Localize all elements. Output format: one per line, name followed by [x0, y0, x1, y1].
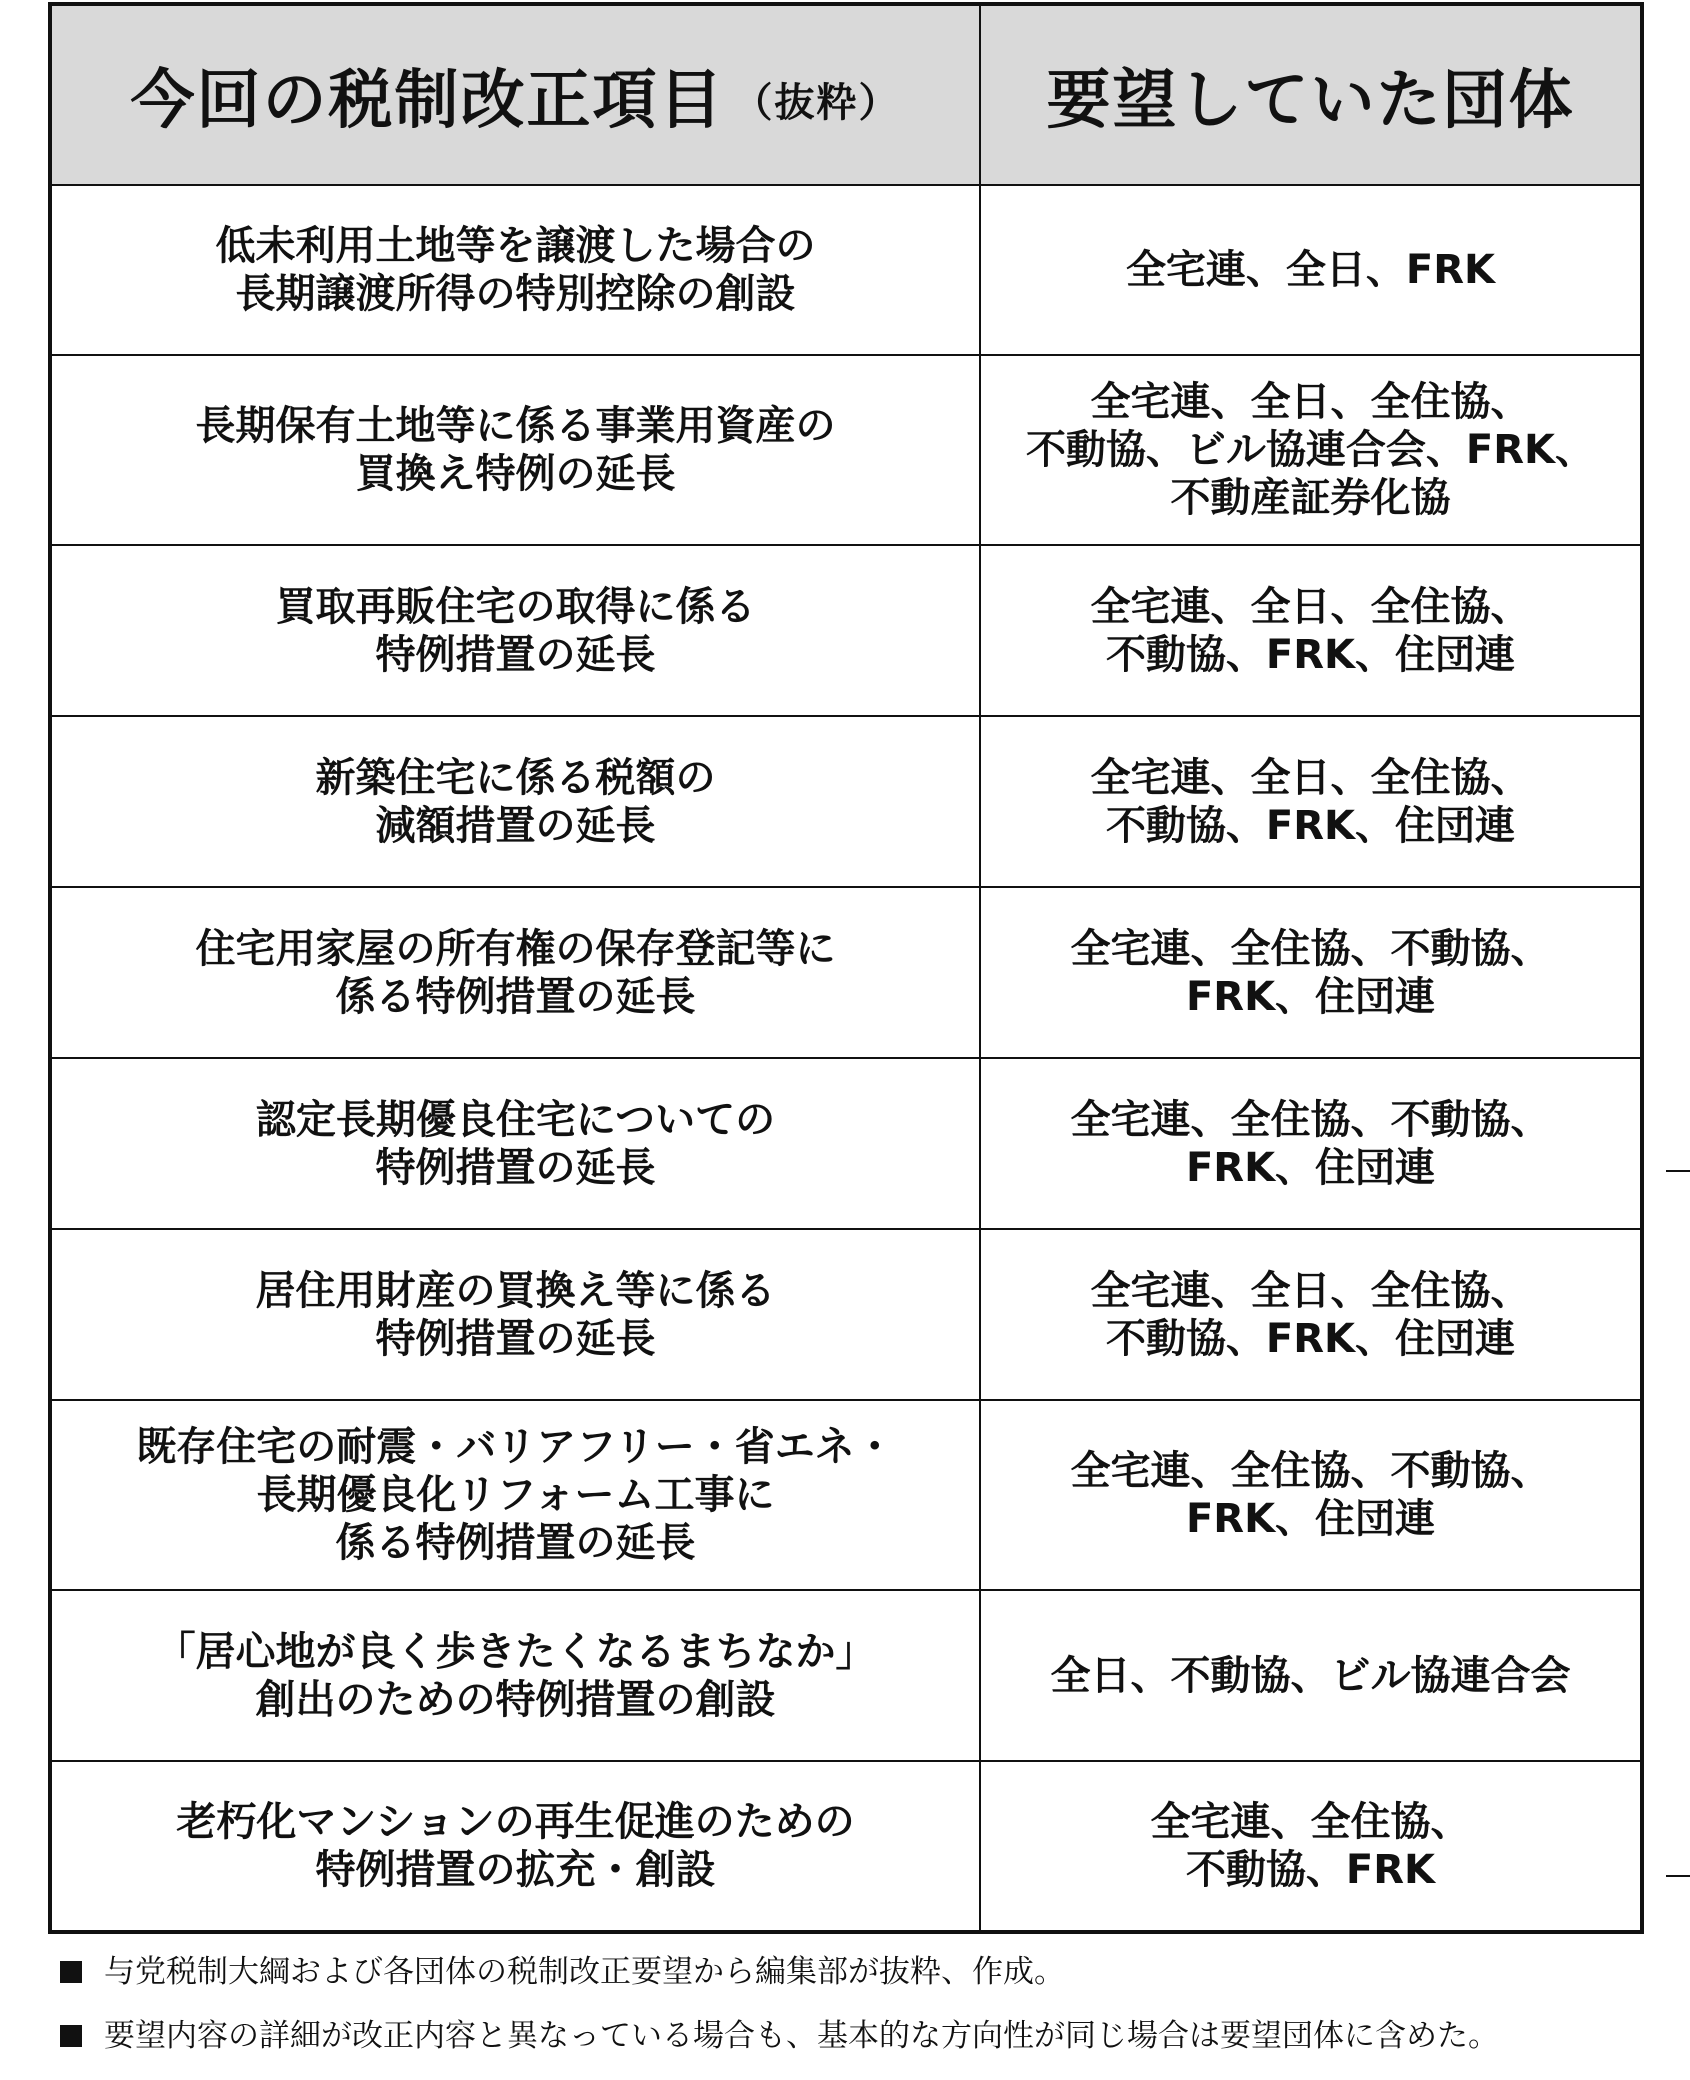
table-header-row	[52, 6, 1640, 184]
edge-tick-mark	[1666, 1170, 1690, 1172]
groups-cell: 全日、不動協、ビル協連合会	[1050, 1652, 1571, 1699]
table-row	[52, 184, 1640, 354]
table-row	[52, 1228, 1640, 1399]
header-requesting-groups: 要望していた団体	[1046, 64, 1575, 138]
footnotes	[60, 1952, 1660, 2080]
groups-cell: 全宅連、全日、全住協、 不動協、ビル協連合会、FRK、 不動産証券化協	[1025, 379, 1596, 521]
square-bullet-icon	[60, 1961, 82, 1983]
reform-item-cell: 認定長期優良住宅についての 特例措置の延長	[52, 1059, 981, 1228]
footnote-item	[60, 1952, 1660, 1992]
edge-tick-mark	[1666, 1875, 1690, 1877]
groups-cell: 全宅連、全日、全住協、 不動協、FRK、住団連	[1090, 754, 1531, 849]
reform-item-cell: 住宅用家屋の所有権の保存登記等に 係る特例措置の延長	[52, 888, 981, 1057]
footnote-text: 与党税制大綱および各団体の税制改正要望から編集部が抜粋、作成。	[104, 1954, 1065, 1990]
groups-cell: 全宅連、全住協、不動協、 FRK、住団連	[1070, 1096, 1551, 1191]
reform-item-cell: 長期保有土地等に係る事業用資産の 買換え特例の延長	[52, 356, 981, 544]
reform-item-cell: 買取再販住宅の取得に係る 特例措置の延長	[52, 546, 981, 715]
header-reform-items-sub: （抜粋）	[732, 79, 901, 126]
table-row	[52, 1057, 1640, 1228]
reform-item-cell: 新築住宅に係る税額の 減額措置の延長	[52, 717, 981, 886]
table-row	[52, 1760, 1640, 1930]
table-row	[52, 354, 1640, 544]
groups-cell: 全宅連、全日、全住協、 不動協、FRK、住団連	[1090, 1267, 1531, 1362]
footnote-text: 要望内容の詳細が改正内容と異なっている場合も、基本的な方向性が同じ場合は要望団体に含めた。	[104, 2018, 1499, 2054]
header-reform-items	[52, 6, 981, 184]
reform-item-cell: 「居心地が良く歩きたくなるまちなか」 創出のための特例措置の創設	[52, 1591, 981, 1760]
groups-cell: 全宅連、全住協、不動協、 FRK、住団連	[1070, 1448, 1551, 1542]
table-row	[52, 886, 1640, 1057]
reform-item-cell: 老朽化マンションの再生促進のための 特例措置の拡充・創設	[52, 1762, 981, 1930]
table-row	[52, 544, 1640, 715]
table-row	[52, 1399, 1640, 1589]
table-row	[52, 715, 1640, 886]
groups-cell: 全宅連、全住協、不動協、 FRK、住団連	[1070, 925, 1551, 1020]
header-reform-items-title: 今回の税制改正項目	[130, 64, 725, 138]
groups-cell: 全宅連、全日、FRK	[1125, 247, 1496, 293]
square-bullet-icon	[60, 2025, 82, 2047]
footnote-item	[60, 2016, 1660, 2056]
reform-item-cell: 居住用財産の買換え等に係る 特例措置の延長	[52, 1230, 981, 1399]
reform-item-cell: 低未利用土地等を譲渡した場合の 長期譲渡所得の特別控除の創設	[52, 186, 981, 354]
groups-cell: 全宅連、全日、全住協、 不動協、FRK、住団連	[1090, 583, 1531, 678]
tax-reform-table	[48, 2, 1644, 1934]
groups-cell: 全宅連、全住協、 不動協、FRK	[1150, 1799, 1471, 1893]
table-row	[52, 1589, 1640, 1760]
reform-item-cell: 既存住宅の耐震・バリアフリー・省エネ・ 長期優良化リフォーム工事に 係る特例措置の延長	[52, 1401, 981, 1589]
